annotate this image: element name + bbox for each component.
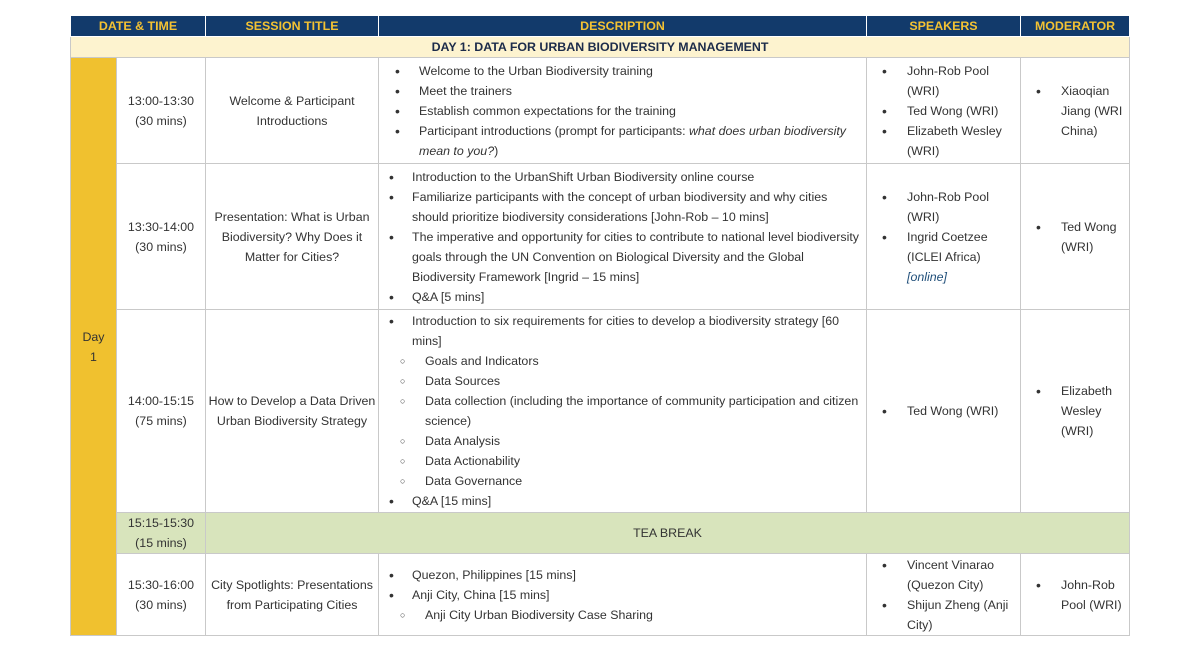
header-row <box>71 16 1130 37</box>
session-title: Presentation: What is Urban Biodiversity? Why Does it Matter for Cities? <box>206 164 379 310</box>
moderator-item: • Xiaoqian Jiang (WRI China) <box>1021 81 1129 141</box>
session-moderator <box>1021 310 1130 513</box>
session-description <box>379 554 867 636</box>
session-time: 15:15-15:30 <box>127 516 195 530</box>
speaker-item: • John-Rob Pool (WRI) <box>867 61 1020 101</box>
description-subitem: ○ Anji City Urban Biodiversity Case Sharing <box>379 605 866 625</box>
session-time-cell <box>117 310 206 513</box>
session-time-cell <box>117 554 206 636</box>
session-duration: (30 mins) <box>135 113 187 128</box>
speaker-item: • Ted Wong (WRI) <box>867 401 1020 421</box>
session-row <box>71 58 1130 164</box>
session-time: 13:30-14:00 <box>127 219 195 234</box>
description-item: • Familiarize participants with the concept of urban biodiversity and why cities should prioritize biodiversity considerations [John-Rob – 10 mins] <box>379 187 866 227</box>
description-item: • The imperative and opportunity for cities to contribute to national level biodiversity goals through the UN Convention on Biological Diversity and the Global Biodiversity Framework [Ingrid – 15 mins] <box>379 227 866 287</box>
speaker-item: • Elizabeth Wesley (WRI) <box>867 121 1020 161</box>
agenda-table <box>70 15 1130 636</box>
speaker-item <box>867 227 1020 287</box>
session-description <box>379 164 867 310</box>
session-time-cell <box>117 513 206 554</box>
session-time: 14:00-15:15 <box>127 394 195 408</box>
header-speakers: SPEAKERS <box>867 16 1021 37</box>
session-duration: (15 mins) <box>135 536 187 550</box>
day-banner: DAY 1: DATA FOR URBAN BIODIVERSITY MANAGEMENT <box>71 37 1130 58</box>
session-title: City Spotlights: Presentations from Participating Cities <box>206 554 379 636</box>
description-subitem: ○ Goals and Indicators <box>379 351 866 371</box>
moderator-item: • Elizabeth Wesley (WRI) <box>1021 381 1129 441</box>
session-description <box>379 58 867 164</box>
session-duration: (30 mins) <box>135 239 187 254</box>
session-row <box>71 164 1130 310</box>
description-item: • Welcome to the Urban Biodiversity training <box>379 61 866 81</box>
description-item: • Introduction to the UrbanShift Urban Biodiversity online course <box>379 167 866 187</box>
description-item: • Anji City, China [15 mins] <box>379 585 866 605</box>
session-title: Welcome & Participant Introductions <box>206 58 379 164</box>
session-duration: (75 mins) <box>135 414 187 428</box>
day-label-word: Day <box>82 329 105 344</box>
description-subitem: ○ Data Sources <box>379 371 866 391</box>
description-item: • Quezon, Philippines [15 mins] <box>379 565 866 585</box>
session-speakers <box>867 58 1021 164</box>
speaker-item: • John-Rob Pool (WRI) <box>867 187 1020 227</box>
session-title: How to Develop a Data Driven Urban Biodiversity Strategy <box>206 310 379 513</box>
speaker-item: • Shijun Zheng (Anji City) <box>867 595 1020 635</box>
session-time-cell <box>117 164 206 310</box>
session-moderator <box>1021 58 1130 164</box>
session-moderator <box>1021 164 1130 310</box>
description-subitem: ○ Data Governance <box>379 471 866 491</box>
session-speakers <box>867 554 1021 636</box>
session-speakers <box>867 164 1021 310</box>
description-item: • Q&A [5 mins] <box>379 287 866 307</box>
speaker-item: • Ted Wong (WRI) <box>867 101 1020 121</box>
day-label-number: 1 <box>90 349 97 364</box>
description-item: • Introduction to six requirements for cities to develop a biodiversity strategy [60 mins] <box>379 311 866 351</box>
speaker-item: • Vincent Vinarao (Quezon City) <box>867 555 1020 595</box>
session-row <box>71 554 1130 636</box>
tea-break-row <box>71 513 1130 554</box>
moderator-item: • Ted Wong (WRI) <box>1021 217 1129 257</box>
session-time-cell <box>117 58 206 164</box>
description-text: Participant introductions (prompt for participants: <box>419 123 689 138</box>
moderator-item: • John-Rob Pool (WRI) <box>1021 575 1129 615</box>
description-subitem: ○ Data Actionability <box>379 451 866 471</box>
session-time: 15:30-16:00 <box>127 577 195 592</box>
session-moderator <box>1021 554 1130 636</box>
session-time: 13:00-13:30 <box>127 93 195 108</box>
description-prompt: what does urban biodiversity mean to you? <box>419 123 847 158</box>
speaker-online-note: [online] <box>907 269 947 284</box>
description-item: • Q&A [15 mins] <box>379 491 866 511</box>
description-item <box>379 121 866 161</box>
session-description <box>379 310 867 513</box>
header-session-title: SESSION TITLE <box>206 16 379 37</box>
header-date-time: DATE & TIME <box>71 16 206 37</box>
description-subitem: ○ Data collection (including the importance of community participation and citizen science) <box>379 391 866 431</box>
description-item: • Establish common expectations for the training <box>379 101 866 121</box>
header-description: DESCRIPTION <box>379 16 867 37</box>
session-speakers <box>867 310 1021 513</box>
day-label <box>71 58 117 636</box>
description-item: • Meet the trainers <box>379 81 866 101</box>
description-text: ) <box>494 143 499 158</box>
description-subitem: ○ Data Analysis <box>379 431 866 451</box>
tea-break-label: TEA BREAK <box>206 513 1130 554</box>
header-moderator: MODERATOR <box>1021 16 1130 37</box>
speaker-name: Ingrid Coetzee (ICLEI Africa) <box>907 229 988 264</box>
day-banner-row <box>71 37 1130 58</box>
session-row <box>71 310 1130 513</box>
session-duration: (30 mins) <box>135 597 187 612</box>
